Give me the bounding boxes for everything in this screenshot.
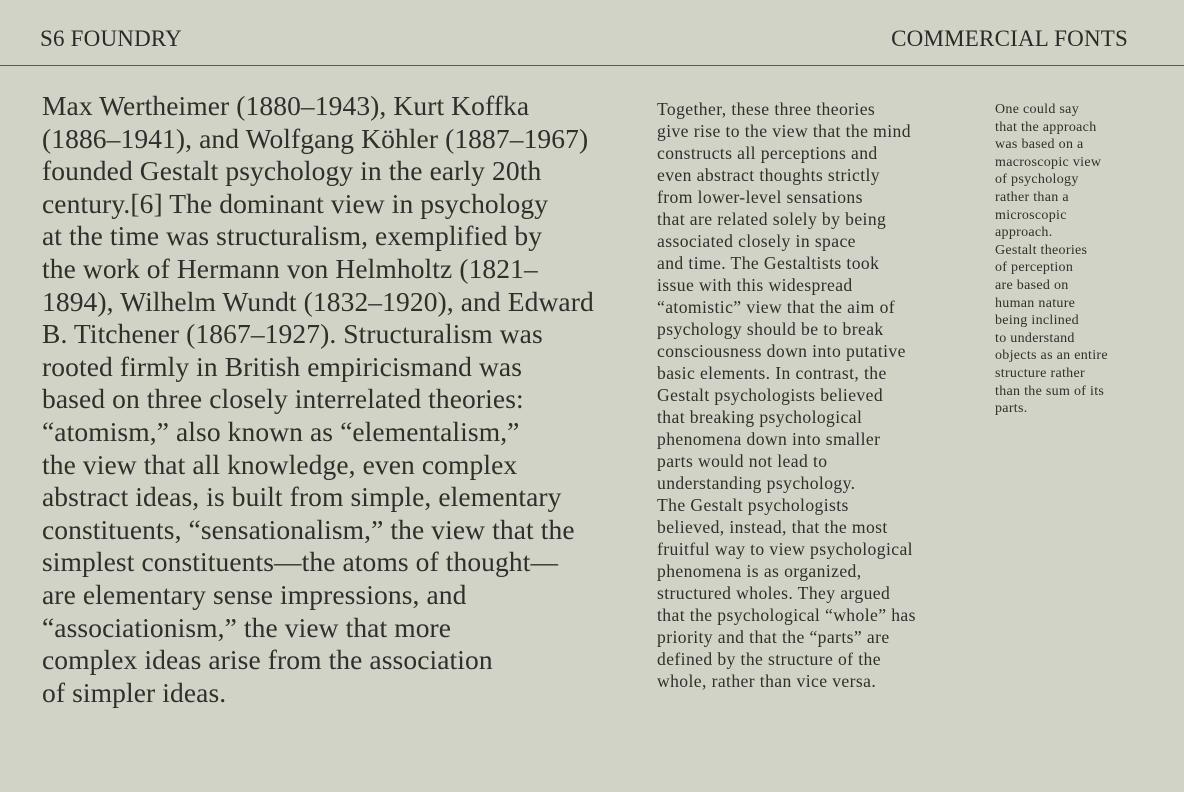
text-line: issue with this widespread bbox=[657, 275, 853, 295]
text-line: the view that all knowledge, even complex bbox=[42, 448, 518, 480]
text-line: simplest constituents—the atoms of thought— bbox=[42, 546, 559, 578]
text-line: approach. bbox=[995, 225, 1053, 241]
text-line: 1894), Wilhelm Wundt (1832–1920), and Edward bbox=[42, 285, 594, 317]
text-line: than the sum of its bbox=[995, 383, 1105, 399]
text-line: human nature bbox=[995, 295, 1076, 311]
text-line: “associationism,” the view that more bbox=[42, 611, 452, 643]
text-line: from lower-level sensations bbox=[657, 187, 863, 207]
text-line: microscopic bbox=[995, 207, 1067, 223]
text-line: complex ideas arise from the association bbox=[42, 644, 493, 676]
text-line: believed, instead, that the most bbox=[657, 517, 888, 537]
text-line: parts. bbox=[995, 401, 1028, 417]
text-line: objects as an entire bbox=[995, 348, 1108, 364]
text-line: to understand bbox=[995, 330, 1075, 346]
text-line: founded Gestalt psychology in the early 20th bbox=[42, 155, 542, 187]
text-line: and time. The Gestaltists took bbox=[657, 253, 880, 273]
text-line: of psychology bbox=[995, 172, 1079, 188]
text-line: psychology should be to break bbox=[657, 319, 884, 339]
category-label: COMMERCIAL FONTS bbox=[891, 26, 1128, 51]
text-line: whole, rather than vice versa. bbox=[657, 671, 877, 691]
text-line: that the approach bbox=[995, 119, 1097, 135]
text-line: structured wholes. They argued bbox=[657, 583, 891, 603]
text-line: give rise to the view that the mind bbox=[657, 121, 911, 141]
text-line: of simpler ideas. bbox=[42, 676, 227, 708]
text-line: century.[6] The dominant view in psychology bbox=[42, 187, 549, 219]
text-line: phenomena down into smaller bbox=[657, 429, 881, 449]
text-line: that breaking psychological bbox=[657, 407, 863, 427]
text-line: The Gestalt psychologists bbox=[657, 495, 849, 515]
text-line: that are related solely by being bbox=[657, 209, 887, 229]
text-line: Together, these three theories bbox=[657, 99, 876, 119]
text-line: defined by the structure of the bbox=[657, 649, 881, 669]
text-line: constructs all perceptions and bbox=[657, 143, 878, 163]
text-line: Max Wertheimer (1880–1943), Kurt Koffka bbox=[42, 90, 530, 121]
text-line: consciousness down into putative bbox=[657, 341, 906, 361]
text-line: associated closely in space bbox=[657, 231, 856, 251]
text-line: Gestalt psychologists believed bbox=[657, 385, 884, 405]
text-line: “atomistic” view that the aim of bbox=[657, 297, 896, 317]
text-line: the work of Hermann von Helmholtz (1821– bbox=[42, 252, 538, 284]
text-line: macroscopic view bbox=[995, 154, 1102, 170]
text-line: basic elements. In contrast, the bbox=[657, 363, 887, 383]
text-line: rather than a bbox=[995, 189, 1069, 205]
main-text-column bbox=[42, 90, 637, 709]
text-line: (1886–1941), and Wolfgang Köhler (1887–1967) bbox=[42, 122, 589, 154]
text-line: B. Titchener (1867–1927). Structuralism was bbox=[42, 318, 543, 350]
text-line: was based on a bbox=[995, 137, 1084, 153]
text-line: “atomism,” also known as “elementalism,” bbox=[42, 415, 520, 447]
text-line: rooted firmly in British empiricismand was bbox=[42, 350, 523, 382]
text-line: constituents, “sensationalism,” the view that the bbox=[42, 513, 575, 545]
header-bar bbox=[0, 0, 1184, 66]
text-line: fruitful way to view psychological bbox=[657, 539, 913, 559]
text-line: being inclined bbox=[995, 313, 1079, 329]
text-line: structure rather bbox=[995, 365, 1085, 381]
side-text-column bbox=[995, 101, 1145, 418]
text-line: One could say bbox=[995, 102, 1079, 117]
text-line: even abstract thoughts strictly bbox=[657, 165, 880, 185]
text-line: phenomena is as organized, bbox=[657, 561, 862, 581]
middle-text-column bbox=[657, 98, 975, 692]
text-line: abstract ideas, is built from simple, elementary bbox=[42, 481, 562, 513]
text-line: of perception bbox=[995, 260, 1074, 276]
text-line: are based on bbox=[995, 277, 1069, 293]
text-line: understanding psychology. bbox=[657, 473, 856, 493]
text-line: based on three closely interrelated theories: bbox=[42, 383, 524, 415]
text-line: at the time was structuralism, exemplified by bbox=[42, 220, 543, 252]
text-line: Gestalt theories bbox=[995, 242, 1088, 258]
text-line: parts would not lead to bbox=[657, 451, 828, 471]
text-line: are elementary sense impressions, and bbox=[42, 578, 467, 610]
brand-name: S6 FOUNDRY bbox=[40, 26, 182, 51]
text-line: priority and that the “parts” are bbox=[657, 627, 890, 647]
text-line: that the psychological “whole” has bbox=[657, 605, 916, 625]
